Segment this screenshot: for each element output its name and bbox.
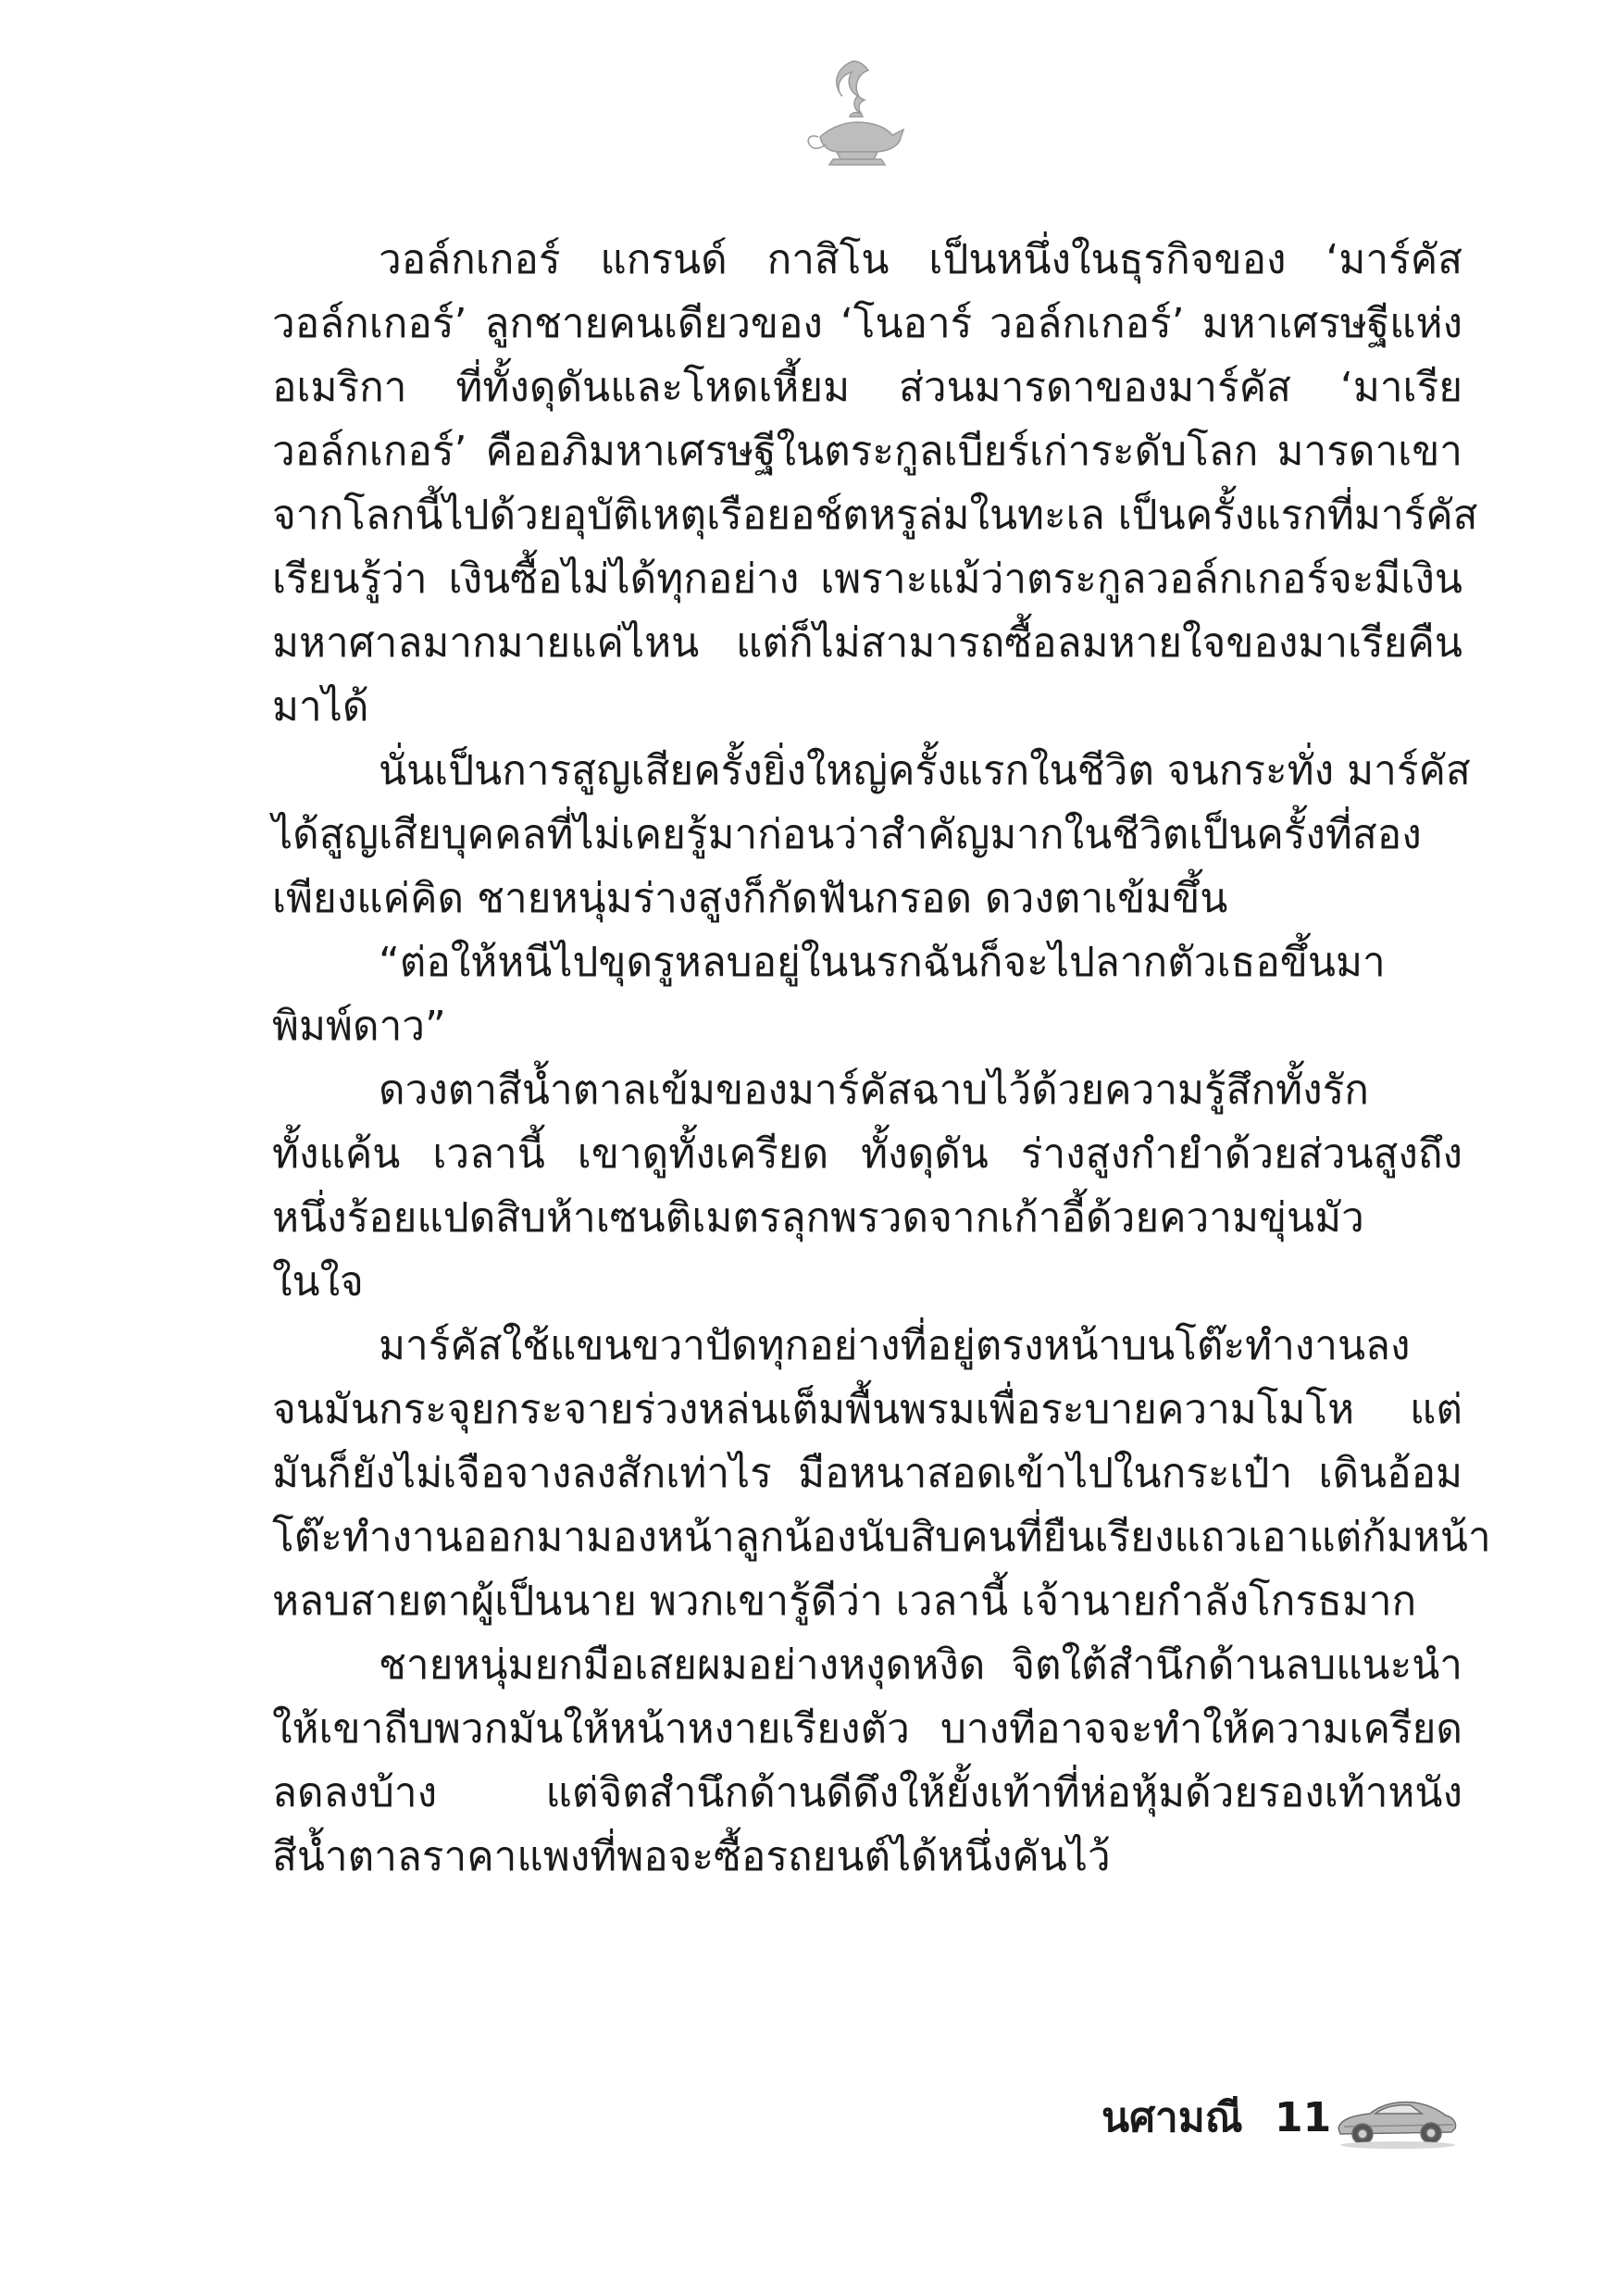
text-line: อเมริกา ที่ทั้งดุดันและโหดเหี้ยม ส่วนมารดาของมาร์คัส ‘มาเรีย	[272, 364, 1462, 411]
text-line: ดวงตาสีน้ำตาลเข้มของมาร์คัสฉาบไว้ด้วยความรู้สึกทั้งรัก	[379, 1067, 1369, 1114]
text-line: ให้เขาถีบพวกมันให้หน้าหงายเรียงตัว บางทีอาจจะทำให้ความเครียด	[272, 1705, 1462, 1753]
text-line: วอล์กเกอร์’ ลูกชายคนเดียวของ ‘โนอาร์ วอล์กเกอร์’ มหาเศรษฐีแห่ง	[272, 300, 1462, 347]
text-line: สีน้ำตาลราคาแพงที่พอจะซื้อรถยนต์ได้หนึ่งคันไว้	[272, 1833, 1111, 1880]
text-line: หลบสายตาผู้เป็นนาย พวกเขารู้ดีว่า เวลานี้ เจ้านายกำลังโกรธมาก	[272, 1578, 1417, 1625]
text-line: “ต่อให้หนีไปขุดรูหลบอยู่ในนรกฉันก็จะไปลากตัวเธอขึ้นมา	[379, 939, 1386, 986]
text-line: นั่นเป็นการสูญเสียครั้งยิ่งใหญ่ครั้งแรกในชีวิต จนกระทั่ง มาร์คัส	[379, 747, 1471, 794]
running-footer-title: นศามณี	[1101, 2094, 1243, 2141]
text-line: มาร์คัสใช้แขนขวาปัดทุกอย่างที่อยู่ตรงหน้าบนโต๊ะทำงานลง	[379, 1322, 1411, 1369]
car-icon	[1333, 2088, 1459, 2151]
page-number: 11	[1275, 2094, 1332, 2141]
text-line: เพียงแค่คิด ชายหนุ่มร่างสูงก็กัดฟันกรอด ดวงตาเข้มขึ้น	[272, 875, 1228, 922]
text-line: จากโลกนี้ไปด้วยอุบัติเหตุเรือยอช์ตหรูล่มในทะเล เป็นครั้งแรกที่มาร์คัส	[272, 492, 1478, 539]
text-line: มันก็ยังไม่เจือจางลงสักเท่าไร มือหนาสอดเข้าไปในกระเป๋า เดินอ้อม	[272, 1450, 1462, 1497]
text-line: หนึ่งร้อยแปดสิบห้าเซนติเมตรลุกพรวดจากเก้าอี้ด้วยความขุ่นมัว	[272, 1194, 1364, 1242]
text-line: ในใจ	[272, 1258, 364, 1305]
body-text	[272, 228, 1491, 1889]
magic-lamp-icon	[800, 56, 911, 176]
text-line: มหาศาลมากมายแค่ไหน แต่ก็ไม่สามารถซื้อลมหายใจของมาเรียคืน	[272, 619, 1462, 667]
text-line: จนมันกระจุยกระจายร่วงหล่นเต็มพื้นพรมเพื่อระบายความโมโห แต่	[272, 1386, 1462, 1433]
text-line: เรียนรู้ว่า เงินซื้อไม่ได้ทุกอย่าง เพราะแม้ว่าตระกูลวอล์กเกอร์จะมีเงิน	[272, 555, 1462, 603]
text-line: ชายหนุ่มยกมือเสยผมอย่างหงุดหงิด จิตใต้สำนึกด้านลบแนะนำ	[379, 1641, 1462, 1689]
text-line: มาได้	[272, 683, 369, 730]
text-line: ลดลงบ้าง แต่จิตสำนึกด้านดีดึงให้ยั้งเท้าที่ห่อหุ้มด้วยรองเท้าหนัง	[272, 1769, 1462, 1816]
text-line: ทั้งแค้น เวลานี้ เขาดูทั้งเครียด ทั้งดุดัน ร่างสูงกำยำด้วยส่วนสูงถึง	[272, 1130, 1462, 1178]
text-line: วอล์กเกอร์’ คืออภิมหาเศรษฐีในตระกูลเบียร์เก่าระดับโลก มารดาเขา	[272, 428, 1462, 475]
text-line: พิมพ์ดาว”	[272, 1003, 446, 1050]
text-line: ได้สูญเสียบุคคลที่ไม่เคยรู้มาก่อนว่าสำคัญมากในชีวิตเป็นครั้งที่สอง	[272, 811, 1422, 858]
text-line: โต๊ะทำงานออกมามองหน้าลูกน้องนับสิบคนที่ยืนเรียงแถวเอาแต่ก้มหน้า	[272, 1514, 1491, 1561]
text-line: วอล์กเกอร์ แกรนด์ กาสิโน เป็นหนึ่งในธุรกิจของ ‘มาร์คัส	[379, 236, 1462, 283]
